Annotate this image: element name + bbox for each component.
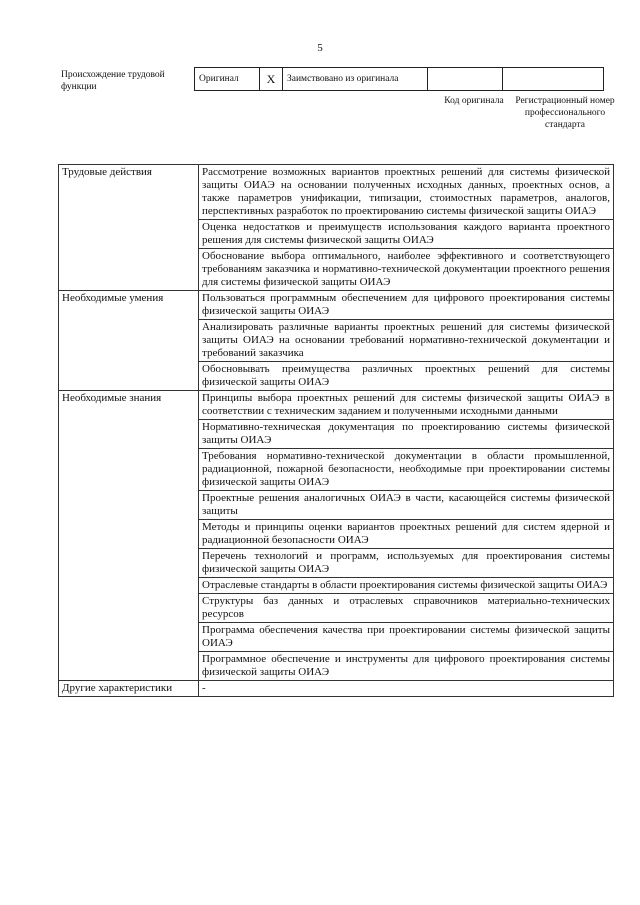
section-item: Программа обеспечения качества при проектировании системы физической защиты ОИАЭ	[199, 623, 614, 652]
table-row	[59, 291, 614, 320]
section-item: Принципы выбора проектных решений для системы физической защиты ОИАЭ в соответствии с техническим заданием и полученными исходными данными	[199, 391, 614, 420]
section-label: Необходимые знания	[59, 391, 199, 681]
original-code-cell	[428, 68, 503, 91]
table-row	[59, 681, 614, 697]
origin-table	[194, 67, 604, 91]
page-number: 5	[317, 42, 323, 54]
origin-label: Происхождение трудовой функции	[61, 70, 165, 92]
code-caption: Код оригинала	[444, 96, 504, 106]
section-item: Пользоваться программным обеспечением для цифрового проектирования системы физической защиты ОИАЭ	[199, 291, 614, 320]
section-label: Трудовые действия	[59, 165, 199, 291]
section-item: Оценка недостатков и преимуществ использования каждого варианта проектного решения для системы физической защиты ОИАЭ	[199, 220, 614, 249]
section-item: Структуры баз данных и отраслевых справочников материально-технических ресурсов	[199, 594, 614, 623]
table-row	[59, 391, 614, 420]
borrowed-label: Заимствовано из оригинала	[283, 68, 428, 91]
section-item: Отраслевые стандарты в области проектирования системы физической защиты ОИАЭ	[199, 578, 614, 594]
original-label: Оригинал	[195, 68, 260, 91]
section-label: Необходимые умения	[59, 291, 199, 391]
registration-number-cell	[503, 68, 604, 91]
original-mark: X	[260, 68, 283, 91]
section-item: Проектные решения аналогичных ОИАЭ в части, касающейся системы физической защиты	[199, 491, 614, 520]
table-row	[59, 165, 614, 220]
section-label: Другие характеристики	[59, 681, 199, 697]
function-table	[58, 164, 614, 697]
section-item: Рассмотрение возможных вариантов проектных решений для системы физической защиты ОИАЭ на основании полученных исходных данных, проектных основ, а также параметров унификации, типизации, стоимостных параметров, аналогов, перспективных разработок по проектированию системы физической защиты ОИАЭ	[199, 165, 614, 220]
section-item: Перечень технологий и программ, используемых для проектирования системы физической защиты ОИАЭ	[199, 549, 614, 578]
section-item: Методы и принципы оценки вариантов проектных решений для систем ядерной и радиационной безопасности ОИАЭ	[199, 520, 614, 549]
reg-caption: Регистрационный номер профессионального стандарта	[515, 96, 615, 130]
section-item: Анализировать различные варианты проектных решений для системы физической защиты ОИАЭ на основании требований нормативно-технической документации и требований заказчика	[199, 320, 614, 362]
section-item: -	[199, 681, 614, 697]
section-item: Программное обеспечение и инструменты для цифрового проектирования системы физической защиты ОИАЭ	[199, 652, 614, 681]
section-item: Нормативно-техническая документация по проектированию системы физической защиты ОИАЭ	[199, 420, 614, 449]
section-item: Обосновывать преимущества различных проектных решений для системы физической защиты ОИАЭ	[199, 362, 614, 391]
section-item: Требования нормативно-технической документации в области промышленной, радиационной, пожарной безопасности, необходимые при проектировании системы физической защиты ОИАЭ	[199, 449, 614, 491]
section-item: Обоснование выбора оптимального, наиболее эффективного и соответствующего требованиям заказчика и нормативно-технической документации проектного решения для системы физической защиты ОИАЭ	[199, 249, 614, 291]
